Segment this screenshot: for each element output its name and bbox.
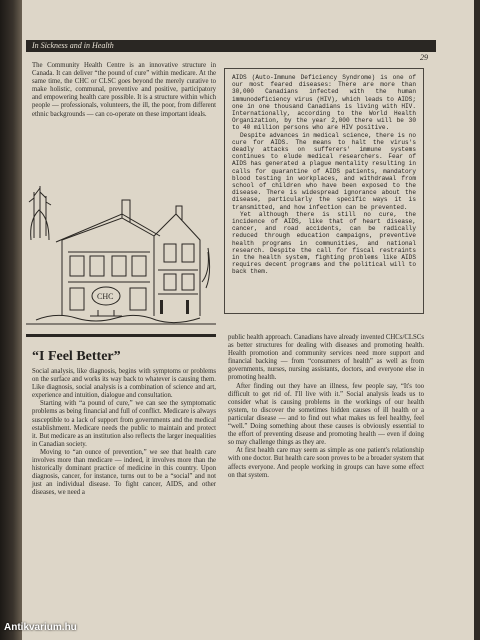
aids-sidebar-box <box>224 68 424 314</box>
body-paragraph: After finding out they have an illness, few people say, “It's too difficult to get rid of. I'll live with it.” Social analysis leads us to consider what is causing problems in the workings of our health system, to discover the sometimes hidden causes of ill health or a particular disease — and to find out what makes us feel healthy, feel “well.” Doing something about these causes is obviously essential to the effort of preventing disease and promoting health — even if doing so may challenge things as they are. <box>228 382 424 447</box>
body-paragraph: At first health care may seem as simple as one patient's relationship with one doctor. But health care soon proves to be a broader system that affects everyone. And people working in groups can have some effect on that system. <box>228 447 424 479</box>
body-paragraph: Moving to “an ounce of prevention,” we see that health care involves more than medicare — indeed, it involves more than the historically dominant practice of medicine in this country. Upon diagnosis, cancer, for instance, turns out to be a “social” and not just an individual disease. To fight cancer, AIDS, and other diseases, we need a <box>32 448 216 497</box>
sidebar-paragraph: Yet although there is still no cure, the incidence of AIDS, like that of heart disease, cancer, and road accidents, can be radically reduced through education campaigns, preventive health programs in communities, and national research. Despite the call for fiscal restraints in the health system, fighting problems like AIDS requires decent programs and the political will to back them. <box>232 210 416 276</box>
body-paragraph: Starting with “a pound of cure,” we can see the symptomatic problems as being financial and full of conflict. Medicare is always susceptible to a lack of support from governments and the medical establishment. Medicare needs the public to maintain and protect it. But medicare as an institution also reflects the larger inequalities in Canadian society. <box>32 400 216 448</box>
intro-paragraph <box>32 62 216 119</box>
body-left-column <box>32 368 216 498</box>
sidebar-paragraph: Despite advances in medical science, there is no cure for AIDS. The means to halt the virus's deadly attacks on sufferers' immune systems continues to elude medical researchers. Fear of AIDS has generated a plague mentality resulting in calls for quarantine of AIDS patients, mandatory blood testing in workplaces, and withdrawal from school of children who have been exposed to the disease. There is widespread ignorance about the disease, particularly the specific ways it is transmitted, and how infection can be prevented. <box>232 131 416 211</box>
intro-text: The Community Health Centre is an innovative structure in Canada. It can deliver “the pound of cure” within medicare. At the same time, the CHC or CLSC goes beyond the merely curative to make holistic, communal, preventive and positive, participatory and empowering health care possible. It is a structure within which people — professionals, volunteers, the ill, the poor, from different ethnic backgrounds — can co-operate on these important ideals. <box>32 62 216 118</box>
section-heading: “I Feel Better” <box>32 349 121 364</box>
watermark-text: Antikvarium.hu <box>4 622 77 633</box>
chc-sign-text: CHC <box>97 292 114 301</box>
health-centre-illustration <box>26 178 216 330</box>
book-page <box>22 0 474 640</box>
section-divider-rule <box>26 334 216 337</box>
page-number: 29 <box>420 53 428 62</box>
body-paragraph: Social analysis, like diagnosis, begins with symptoms or problems on the surface and works its way back to whatever is causing them. Like diagnosis, social analysis is a combination of science and art, experience and intuition, dialogue and consultation. <box>32 368 216 400</box>
body-paragraph: public health approach. Canadians have already invented CHCs/CLSCs as better structures for dealing with diseases and promoting health. Health promotion and community services need more support and financial backing — from “consumers of health” as well as from governments, nurses, nursing assistants, doctors, and everyone else in promoting health. <box>228 334 424 382</box>
book-gutter <box>0 0 22 640</box>
body-right-column <box>228 334 424 480</box>
running-header-title: In Sickness and in Health <box>32 41 114 50</box>
sidebar-paragraph: AIDS (Auto-Immune Deficiency Syndrome) is one of our most feared diseases: There are more than 30,000 Canadians infected with the human immunodeficiency virus (HIV), which leads to AIDS; one in one thousand Canadians is living with HIV. Internationally, according to the World Health Organization, by the year 2,000 there will be 30 to 40 million persons who are HIV positive. <box>232 74 416 132</box>
